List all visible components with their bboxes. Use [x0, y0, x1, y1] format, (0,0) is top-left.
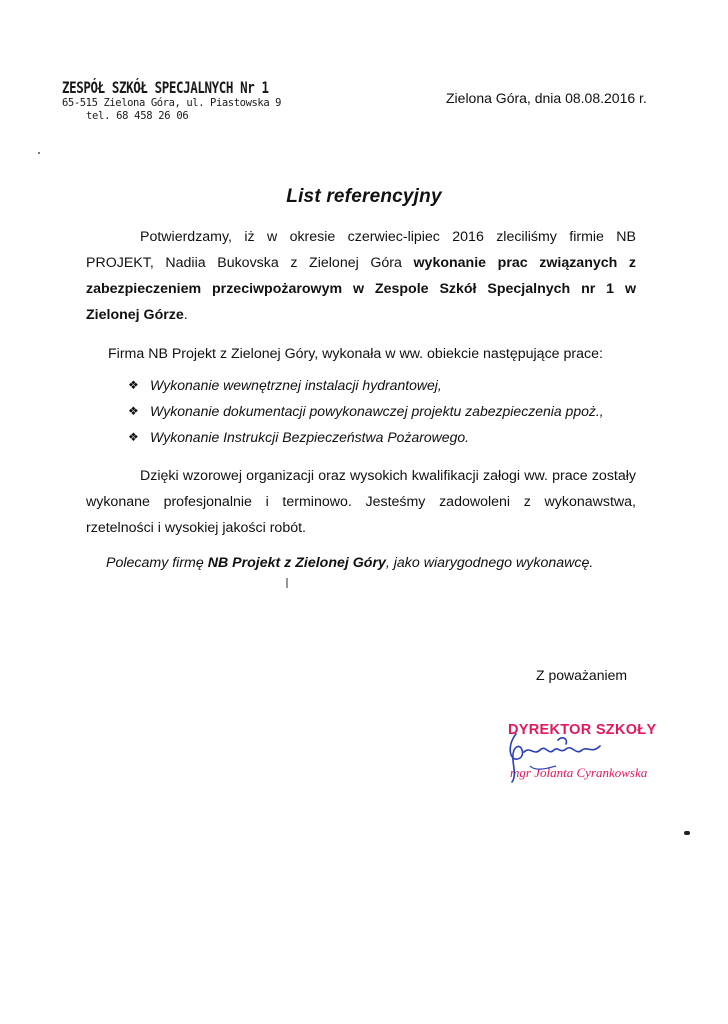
paragraph-recommendation-text: Polecamy firmę [106, 555, 208, 571]
letter-title: List referencyjny [286, 186, 442, 207]
scan-speck [684, 831, 690, 835]
list-item-text: Wykonanie dokumentacji powykonawczej projektu zabezpieczenia ppoż., [150, 403, 604, 419]
closing-phrase: Z poważaniem [536, 667, 628, 683]
paragraph-quality: Dzięki wzorowej organizacji oraz wysokich kwalifikacji załogi ww. prace zostały wykonane profesjonalnie i terminowo. Jesteśmy zadowoleni z wykonawstwa, rzetelności i wysokiej jakości robót. [86, 468, 636, 536]
diamond-bullet-icon: ❖ [128, 430, 139, 444]
letter-date: Zielona Góra, dnia 08.08.2016 r. [446, 90, 647, 106]
diamond-bullet-icon: ❖ [128, 404, 139, 418]
institution-phone: tel. 68 458 26 06 [86, 109, 189, 122]
paragraph-recommendation-bold: NB Projekt z Zielonej Góry [207, 555, 386, 571]
paragraph-confirmation [86, 224, 636, 328]
paragraph-confirmation-bold: wykonanie prac związanych z zabezpieczeniem przeciwpożarowym w Zespole Szkół Specjalnych nr 1 w Zielonej Górze [86, 255, 637, 323]
list-item-text: Wykonanie Instrukcji Bezpieczeństwa Pożarowego. [150, 429, 470, 445]
paragraph-recommendation-end: , jako wiarygodnego wykonawcę. [385, 555, 594, 571]
institution-name: ZESPÓŁ SZKÓŁ SPECJALNYCH Nr 1 [62, 78, 269, 97]
works-list [128, 372, 648, 450]
diamond-bullet-icon: ❖ [128, 378, 139, 392]
list-item-text: Wykonanie wewnętrznej instalacji hydrantowej, [150, 377, 442, 393]
list-item [128, 424, 648, 450]
paragraph-confirmation-end: . [183, 307, 188, 323]
paragraph-confirmation-text: Potwierdzamy, iż w okresie czerwiec-lipiec 2016 zleciliśmy firmie NB PROJEKT, Nadiia Bukovska z Zielonej Góra [86, 229, 636, 271]
paragraph-recommendation [86, 550, 636, 576]
paragraph-works-intro: Firma NB Projekt z Zielonej Góry, wykonała w ww. obiekcie następujące prace: [108, 346, 603, 362]
list-item [128, 398, 648, 424]
handwritten-signature [496, 716, 646, 796]
scan-speck [38, 152, 40, 154]
list-item [128, 372, 648, 398]
director-stamp-name: mgr Jolanta Cyrankowska [510, 765, 648, 780]
scan-speck [286, 578, 288, 588]
institution-header-stamp [62, 78, 281, 122]
institution-address: 65-515 Zielona Góra, ul. Piastowska 9 [62, 97, 282, 109]
director-stamp-title: DYREKTOR SZKOŁY [508, 722, 657, 738]
